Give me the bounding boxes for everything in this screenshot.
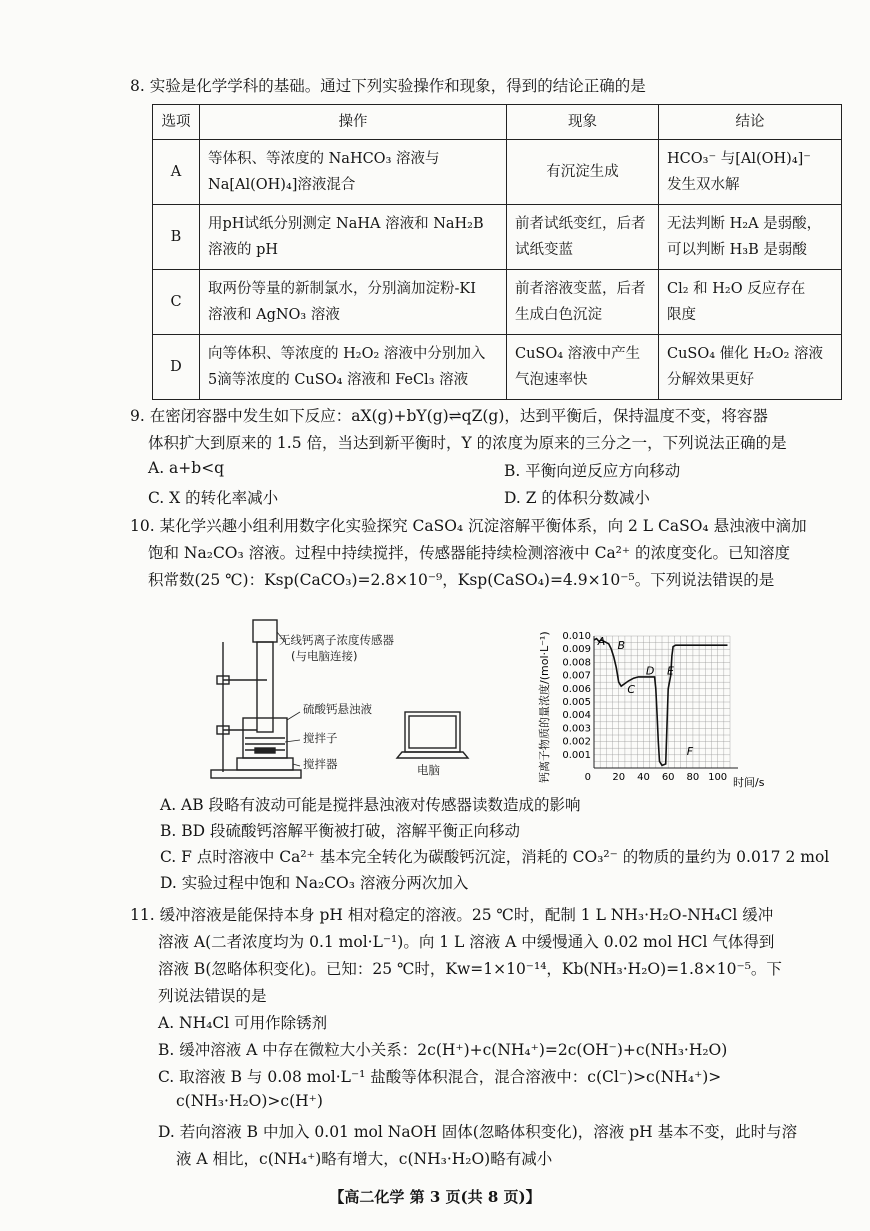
y-tick-label: 0.005 — [562, 697, 591, 708]
label-stirbar: 搅拌子 — [303, 731, 338, 745]
point-label: D — [645, 664, 655, 678]
page-footer: 【高二化学 第 3 页(共 8 页)】 — [329, 1188, 541, 1206]
row-conclusion: Cl₂ 和 H₂O 反应存在 限度 — [659, 270, 842, 335]
point-label: F — [686, 744, 694, 758]
q10-line3: 积常数(25 ℃)：Ksp(CaCO₃)=2.8×10⁻⁹，Ksp(CaSO₄)=4.9×10⁻⁵。下列说法错误的是 — [148, 571, 775, 589]
chart-xlabel: 时间/s — [733, 776, 765, 789]
x-tick-label: 20 — [612, 772, 626, 783]
q10-line2: 饱和 Na₂CO₃ 溶液。过程中持续搅拌，传感器能持续检测溶液中 Ca²⁺ 的浓度变化。已知溶度 — [148, 544, 791, 562]
y-tick-label: 0.006 — [562, 683, 591, 695]
q11-line4: 列说法错误的是 — [158, 987, 267, 1005]
q8-table — [152, 104, 842, 400]
q10-choice-c: C. F 点时溶液中 Ca²⁺ 基本完全转化为碳酸钙沉淀，消耗的 CO₃²⁻ 的物质的量约为 0.017 2 mol — [160, 848, 830, 866]
y-tick-label: 0.008 — [562, 657, 591, 669]
row-phenomenon: 前者试纸变红，后者 试纸变蓝 — [507, 205, 659, 270]
row-phenomenon: 有沉淀生成 — [507, 140, 659, 205]
q10-choice-d: D. 实验过程中饱和 Na₂CO₃ 溶液分两次加入 — [160, 874, 469, 892]
q9-line1: 9. 在密闭容器中发生如下反应：aX(g)+bY(g)⇌qZ(g)，达到平衡后，保持温度不变，将容器 — [130, 407, 768, 425]
q9-choice-b: B. 平衡向逆反应方向移动 — [504, 462, 681, 480]
row-label: B — [153, 205, 200, 270]
label-sensor: 无线钙离子浓度传感器 — [279, 633, 394, 647]
row-operation: 向等体积、等浓度的 H₂O₂ 溶液中分别加入 5滴等浓度的 CuSO₄ 溶液和 FeCl₃ 溶液 — [200, 335, 507, 400]
point-label: B — [617, 639, 626, 653]
apparatus-diagram — [205, 612, 505, 792]
row-label: C — [153, 270, 200, 335]
q11-line2: 溶液 A(二者浓度均为 0.1 mol·L⁻¹)。向 1 L 溶液 A 中缓慢通入 0.02 mol HCl 气体得到 — [158, 933, 775, 951]
row-conclusion: HCO₃⁻ 与[Al(OH)₄]⁻ 发生双水解 — [659, 140, 842, 205]
q10-choice-a: A. AB 段略有波动可能是搅拌悬浊液对传感器读数造成的影响 — [160, 796, 581, 814]
label-computer: 电脑 — [417, 763, 440, 777]
origin-label: 0 — [584, 772, 591, 783]
q11-choice-a: A. NH₄Cl 可用作除锈剂 — [158, 1014, 328, 1032]
point-label: A — [597, 635, 606, 649]
row-label: D — [153, 335, 200, 400]
q11-line3: 溶液 B(忽略体积变化)。已知：25 ℃时，Kw=1×10⁻¹⁴，Kb(NH₃·H₂O)=1.8×10⁻⁵。下 — [158, 960, 782, 978]
y-tick-label: 0.010 — [562, 631, 591, 642]
row-conclusion: 无法判断 H₂A 是弱酸， 可以判断 H₃B 是弱酸 — [659, 205, 842, 270]
x-tick-label: 40 — [637, 772, 650, 783]
label-stirrer: 搅拌器 — [303, 757, 338, 771]
row-phenomenon: CuSO₄ 溶液中产生 气泡速率快 — [507, 335, 659, 400]
x-tick-label: 80 — [686, 772, 700, 783]
table-row — [153, 140, 842, 205]
header-conclusion: 结论 — [659, 105, 842, 140]
q10-line1: 10. 某化学兴趣小组利用数字化实验探究 CaSO₄ 沉淀溶解平衡体系，向 2 L CaSO₄ 悬浊液中滴加 — [130, 517, 807, 535]
header-phenomenon: 现象 — [507, 105, 659, 140]
q8-stem: 8. 实验是化学学科的基础。通过下列实验操作和现象，得到的结论正确的是 — [130, 77, 646, 95]
x-tick-label: 100 — [708, 772, 728, 783]
table-row — [153, 335, 842, 400]
q11-choice-d2: 液 A 相比，c(NH₄⁺)略有增大，c(NH₃·H₂O)略有减小 — [176, 1150, 553, 1168]
point-label: C — [627, 682, 636, 696]
calcium-concentration-chart — [528, 600, 798, 800]
q9-choice-c: C. X 的转化率减小 — [148, 489, 279, 507]
q9-choice-a: A. a+b<q — [148, 459, 225, 477]
label-suspension: 硫酸钙悬浊液 — [303, 702, 372, 716]
y-tick-label: 0.009 — [562, 644, 591, 656]
q11-line1: 11. 缓冲溶液是能保持本身 pH 相对稳定的溶液。25 ℃时，配制 1 L NH₃·H₂O-NH₄Cl 缓冲 — [130, 906, 774, 924]
header-option: 选项 — [153, 105, 200, 140]
q11-choice-b: B. 缓冲溶液 A 中存在微粒大小关系：2c(H⁺)+c(NH₄⁺)=2c(OH⁻)+c(NH₃·H₂O) — [158, 1041, 728, 1059]
point-label: E — [666, 664, 674, 678]
chart-ylabel: 钙离子物质的量浓度/(mol·L⁻¹) — [538, 631, 551, 783]
q11-choice-c1: C. 取溶液 B 与 0.08 mol·L⁻¹ 盐酸等体积混合，混合溶液中：c(Cl⁻)>c(NH₄⁺)> — [158, 1068, 722, 1086]
row-operation: 取两份等量的新制氯水，分别滴加淀粉-KI 溶液和 AgNO₃ 溶液 — [200, 270, 507, 335]
q11-choice-c2: c(NH₃·H₂O)>c(H⁺) — [176, 1092, 323, 1110]
q11-choice-d1: D. 若向溶液 B 中加入 0.01 mol NaOH 固体(忽略体积变化)，溶液 pH 基本不变，此时与溶 — [158, 1123, 798, 1141]
y-tick-label: 0.004 — [562, 710, 591, 722]
y-tick-label: 0.001 — [562, 749, 591, 761]
label-sensor-note: (与电脑连接) — [291, 649, 358, 663]
q9-line2: 体积扩大到原来的 1.5 倍，当达到新平衡时，Y 的浓度为原来的三分之一，下列说法正确的是 — [148, 434, 787, 452]
x-tick-label: 60 — [661, 772, 675, 783]
y-tick-label: 0.003 — [562, 723, 591, 735]
table-row — [153, 205, 842, 270]
q9-choice-d: D. Z 的体积分数减小 — [504, 489, 650, 507]
table-row — [153, 270, 842, 335]
table-header-row — [153, 105, 842, 140]
row-operation: 等体积、等浓度的 NaHCO₃ 溶液与 Na[Al(OH)₄]溶液混合 — [200, 140, 507, 205]
y-tick-label: 0.007 — [562, 670, 591, 682]
row-label: A — [153, 140, 200, 205]
q10-choice-b: B. BD 段硫酸钙溶解平衡被打破，溶解平衡正向移动 — [160, 822, 520, 840]
row-conclusion: CuSO₄ 催化 H₂O₂ 溶液 分解效果更好 — [659, 335, 842, 400]
row-operation: 用pH试纸分别测定 NaHA 溶液和 NaH₂B 溶液的 pH — [200, 205, 507, 270]
header-operation: 操作 — [200, 105, 507, 140]
y-tick-label: 0.002 — [562, 736, 591, 748]
row-phenomenon: 前者溶液变蓝，后者 生成白色沉淀 — [507, 270, 659, 335]
